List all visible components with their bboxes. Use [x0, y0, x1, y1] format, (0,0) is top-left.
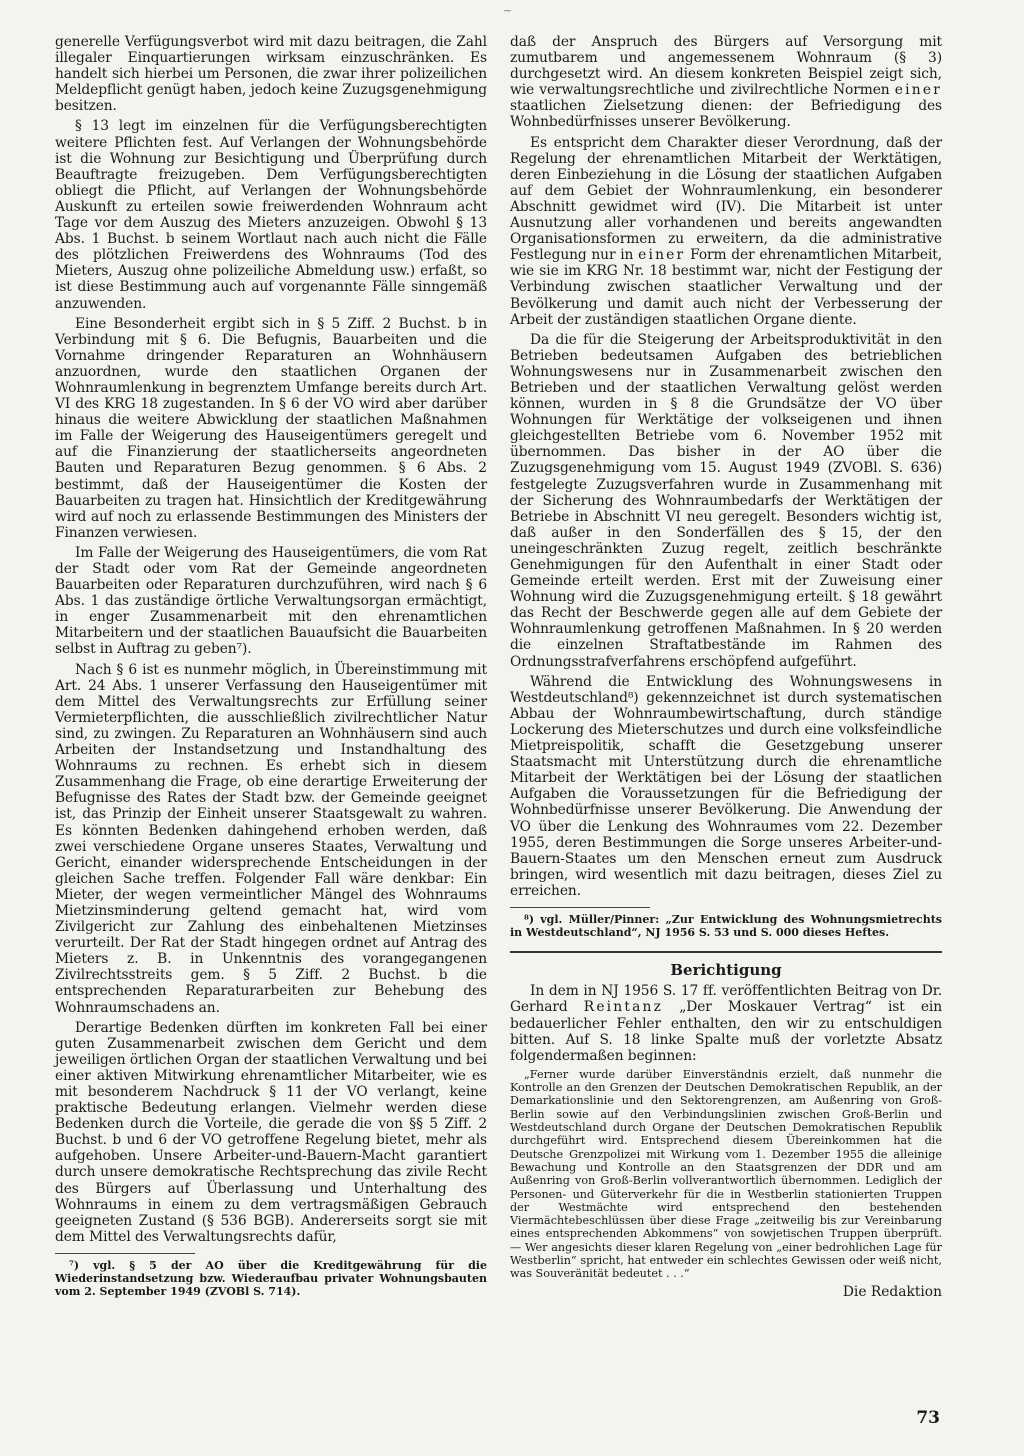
top-mark: ~ — [503, 4, 513, 17]
paragraph: Eine Besonderheit ergibt sich in § 5 Ziff. 2 Buchst. b in Verbindung mit § 6. Die Befugnis, Bauarbeiten und die Vornahme dringender Reparaturen an Wohnhäusern anzuordnen, wurde den staatlichen Organen der Wohnraumlenkung in begrenztem Umfange bereits durch Art. VI des KRG 18 zugestanden. In § 6 der VO wird aber darüber hinaus die weitere Abwicklung der staatlichen Maßnahmen im Falle der Weigerung des Hauseigentümers geregelt und auf die Finanzierung der staatlicherseits angeordneten Bauten und Reparaturen Bezug genommen. § 6 Abs. 2 bestimmt, daß der Hauseigentümer die Kosten der Bauarbeiten zu tragen hat. Hinsichtlich der Kreditgewährung wird auf noch zu erlassende Bestimmungen des Ministers der Finanzen verwiesen. — [55, 315, 487, 541]
paragraph: Derartige Bedenken dürften im konkreten Fall bei einer guten Zusammenarbeit zwischen dem Gericht und dem jeweiligen örtlichen Organ der staatlichen Verwaltung und bei einer aktiven Mitwirkung ehrenamtlicher Mitarbeiter, wie es mit besonderem Nachdruck § 11 der VO verlangt, keine praktische Bedeutung erlangen. Vielmehr werden diese Bedenken durch die Vorteile, die gerade die von §§ 5 Ziff. 2 Buchst. b und 6 der VO getroffene Regelung bietet, mehr als aufgehoben. Unsere Arbeiter-und-Bauern-Macht garantiert durch unsere demokratische Rechtsprechung das zivile Recht des Bürgers auf Überlassung und Unterhaltung des Wohnraums in einem zu dem vertragsmäßigen Gebrauch geeigneten Zustand (§ 536 BGB). Andererseits sorgt sie mit dem Mittel des Verwaltungsrechts dafür, — [55, 1019, 487, 1245]
text-run: „Der Moskauer Vertrag“ ist ein bedauerlicher Fehler enthalten, den wir zu entschuldigen bitten. Auf S. 18 linke Spalte muß der vorletzte Absatz folgendermaßen beginnen: — [510, 999, 942, 1064]
paragraph: Während die Entwicklung des Wohnungswesens in Westdeutschland⁸) gekennzeichnet ist durch systematischen Abbau der Wohnraumbewirtschaftung, durch ständige Lockerung des Mieterschutzes und durch eine volksfeindliche Mietpreispolitik, schafft die Gesetzgebung unserer Staatsmacht mit Unterstützung durch die ehrenamtliche Mitarbeit der Werktätigen bei der Lösung der staatlichen Aufgaben die Voraussetzungen für die Befriedigung der Wohnbedürfnisse unserer Bevölkerung. Die Anwendung der VO über die Lenkung des Wohnraumes vom 22. Dezember 1955, deren Bestimmungen die Sorge unseres Arbeiter-und-Bauern-Staates um den Menschen erneut zum Ausdruck bringen, wird wesentlich mit dazu beitragen, dieses Ziel zu erreichen. — [510, 673, 942, 899]
paragraph — [510, 983, 942, 1063]
right-column — [510, 34, 942, 1300]
section-divider — [510, 951, 942, 953]
paragraph: Nach § 6 ist es nunmehr möglich, in Übereinstimmung mit Art. 24 Abs. 1 unserer Verfassung den Hauseigentümer mit dem Mittel des Verwaltungsrechts zur Erfüllung seiner Vermieterpflichten, die ausschließlich zivilrechtlicher Natur sind, zu zwingen. Zu Reparaturen an Wohnhäusern sind auch Arbeiten der Instandsetzung und Instandhaltung des Wohnraums zu rechnen. Es erhebt sich in diesem Zusammenhang die Frage, ob eine derartige Erweiterung der Befugnisse des Rates der Stadt bzw. der Gemeinde geeignet ist, das Prinzip der Einheit unserer Staatsgewalt zu wahren. Es könnten Bedenken dahingehend erhoben werden, daß zwei verschiedene Organe unseres Staates, Verwaltung und Gericht, einander widersprechende Entscheidungen in der gleichen Sache treffen. Folgender Fall wäre denkbar: Ein Mieter, der wegen vermeintlicher Mängel des Wohnraums Mietzinsminderung geltend gemacht hat, wird vom Zivilgericht zur Zahlung des einbehaltenen Mietzinses verurteilt. Der Rat der Stadt hingegen ordnet auf Antrag des Mieters z. B. in Unkenntnis des vorangegangenen Zivilrechtsstreits gem. § 5 Ziff. 2 Buchst. b die entsprechenden Reparaturarbeiten zur Behebung des Wohnraumschadens an. — [55, 661, 487, 1016]
spaced-text: einer — [638, 247, 686, 264]
text-run: In dem in NJ 1956 S. 17 ff. veröffentlichten Beitrag von Dr. Gerhard — [510, 983, 942, 1016]
paragraph — [510, 135, 942, 328]
footnote-divider — [55, 1253, 195, 1254]
footnote: ⁸) vgl. Müller/Pinner: „Zur Entwicklung des Wohnungsmietrechts in Westdeutschland“, NJ 1956 S. 53 und S. 000 dieses Heftes. — [510, 912, 942, 940]
spaced-text: Reintanz — [583, 999, 664, 1016]
paragraph: Im Falle der Weigerung des Hauseigentümers, die vom Rat der Stadt oder vom Rat der Gemeinde angeordneten Bauarbeiten oder Reparaturen durchzuführen, wird nach § 6 Abs. 1 das zuständige örtliche Verwaltungsorgan ermächtigt, in enger Zusammenarbeit mit den ehrenamtlichen Mitarbeitern und der staatlichen Bauaufsicht die Bauarbeiten selbst in Auftrag zu geben⁷). — [55, 544, 487, 658]
quotation: „Ferner wurde darüber Einverständnis erzielt, daß nunmehr die Kontrolle an den Grenzen der Deutschen Demokratischen Republik, an der Demarkationslinie und den Sektorengrenzen, am Außenring von Groß-Berlin sowie auf den Verbindungslinien zwischen Groß-Berlin und Westdeutschland durch Organe der Deutschen Demokratischen Republik durchgeführt wird. Entsprechend diesem Übereinkommen hat die Deutsche Grenzpolizei mit Wirkung vom 1. Dezember 1955 die alleinige Bewachung und Kontrolle an den Staatsgrenzen der DDR und am Außenring von Groß-Berlin vollverantwortlich übernommen. Lediglich der Personen- und Güterverkehr für die in Westberlin stationierten Truppen der Westmächte wird entsprechend den bestehenden Viermächtebeschlüssen über diese Frage „zeitweilig bis zur Vereinbarung eines entsprechenden Abkommens“ von sowjetischen Truppen überprüft. — Wer angesichts dieser klaren Regelung von „einer bedrohlichen Lage für Westberlin“ spricht, hat entweder ein schlechtes Gewissen oder weiß nicht, was Souveränität bedeutet . . .“ — [510, 1067, 942, 1281]
paragraph — [510, 34, 942, 131]
correction-section — [510, 961, 942, 1299]
paragraph: Da die für die Steigerung der Arbeitsproduktivität in den Betrieben bedeutsamen Aufgaben des betrieblichen Wohnungswesens nur in Zusammenarbeit zwischen den Betrieben und der staatlichen Verwaltung gelöst werden können, wurden in § 8 die Grundsätze der VO über Wohnungen für Werktätige der volkseigenen und ihnen gleichgestellten Betriebe vom 6. November 1952 mit übernommen. Das bisher in der AO über die Zuzugsgenehmigung vom 15. August 1949 (ZVOBl. S. 636) festgelegte Zuzugsverfahren wurde in Zusammenhang mit der Sicherung des Wohnraumbedarfs der Werktätigen der Betriebe in Abschnitt VI neu geregelt. Besonders wichtig ist, daß außer in den Sonderfällen des § 15, der den uneingeschränkten Zuzug regelt, zeitlich beschränkte Genehmigungen für den Aufenthalt in einer Stadt oder Gemeinde erteilt werden. Erst mit der Zuweisung einer Wohnung wird die Zuzugsgenehmigung erteilt. § 18 gewährt das Recht der Beschwerde gegen alle auf dem Gebiete der Wohnraumlenkung getroffenen Maßnahmen. In § 20 werden die einzelnen Straftatbestände im Rahmen des Ordnungsstrafverfahrens erschöpfend aufgeführt. — [510, 331, 942, 670]
text-run: staatlichen Zielsetzung dienen: der Befriedigung des Wohnbedürfnisses unserer Bevölkerung. — [510, 98, 942, 131]
text-run: Es entspricht dem Charakter dieser Verordnung, daß der Regelung der ehrenamtlichen Mitarbeit der Werktätigen, deren Einbeziehung in die Lösung der staatlichen Aufgaben auf dem Gebiet der Wohnraumlenkung, ein besonderer Abschnitt gewidmet wird (IV). Die Mitarbeit ist unter Ausnutzung aller vorhandenen und bereits angewandten Organisationsformen zu erweitern, da die administrative Festlegung nur in — [510, 134, 942, 264]
signature: Die Redaktion — [842, 1283, 942, 1300]
paragraph: § 13 legt im einzelnen für die Verfügungsberechtigten weitere Pflichten fest. Auf Verlangen der Wohnungsbehörde ist die Wohnung zur Besichtigung und Überprüfung durch Beauftragte freizugeben. Dem Verfügungsberechtigten obliegt die Pflicht, auf Verlangen der Wohnungsbehörde Auskunft zu erteilen sowie freiwerdenden Wohnraum acht Tage vor dem Auszug des Mieters anzuzeigen. Obwohl § 13 Abs. 1 Buchst. b seinem Wortlaut nach auch nicht die Fälle des plötzlichen Freiwerdens des Wohnraums (Tod des Mieters, Auszug ohne polizeiliche Abmeldung usw.) erfaßt, so ist diese Bestimmung auch auf vorgenannte Fälle sinngemäß anzuwenden. — [55, 118, 487, 312]
section-heading: Berichtigung — [670, 961, 782, 980]
page-number: 73 — [916, 1408, 940, 1428]
text-run: daß der Anspruch des Bürgers auf Versorgung mit zumutbarem und angemessenem Wohnraum (§ 3) durchgesetzt wird. An diesem konkreten Beispiel zeigt sich, wie verwaltungsrechtliche und zivilrechtliche Normen — [510, 34, 942, 99]
left-column — [55, 34, 487, 1299]
paragraph: generelle Verfügungsverbot wird mit dazu beitragen, die Zahl illegaler Einquartierungen wirksam einzuschränken. Es handelt sich hierbei um Personen, die zwar ihrer polizeilichen Meldepflicht genügt haben, jedoch keine Zuzugsgenehmigung besitzen. — [55, 34, 487, 115]
text-run: Form der ehrenamtlichen Mitarbeit, wie sie im KRG Nr. 18 bestimmt war, nicht der Festigung der Verbindung zwischen staatlicher Verwaltung und der Bevölkerung und damit auch nicht der Verbesserung der Arbeit der zuständigen staatlichen Organe diente. — [510, 247, 943, 328]
spaced-text: einer — [894, 82, 942, 99]
footnote-divider — [510, 907, 650, 908]
footnote: ⁷) vgl. § 5 der AO über die Kreditgewährung für die Wiederinstandsetzung bzw. Wiederaufbau privater Wohnungsbauten vom 2. September 1949 (ZVOBl S. 714). — [55, 1258, 487, 1299]
